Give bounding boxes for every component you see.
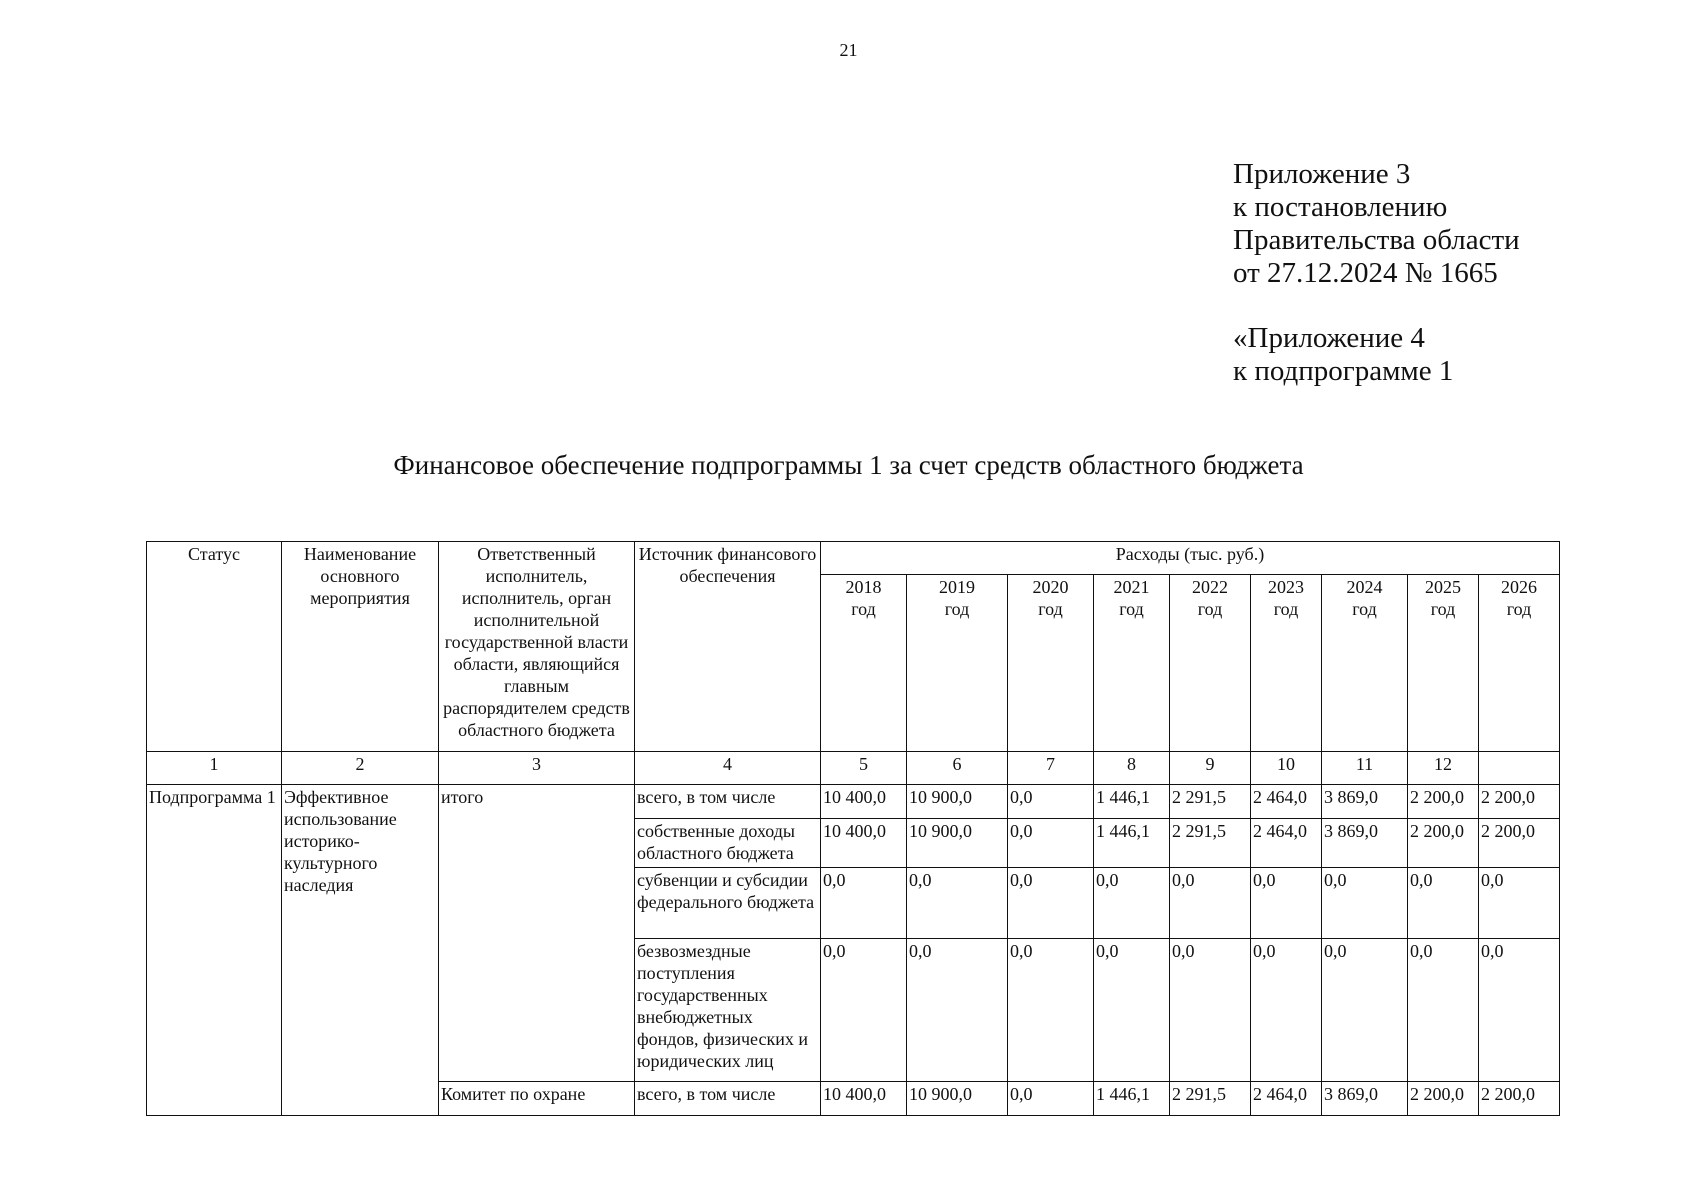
header-year: 2026 год [1479,575,1560,752]
value-cell: 3 869,0 [1322,819,1408,868]
page-number: 21 [839,40,858,60]
value-cell: 2 291,5 [1170,785,1251,819]
column-number-row [147,752,1560,785]
source-cell: собственные доходы областного бюджета [635,819,821,868]
column-number: 4 [635,752,821,785]
column-number [1479,752,1560,785]
source-cell: безвозмездные поступления государственных внебюджетных фондов, физических и юридических лиц [635,939,821,1082]
value-cell: 0,0 [1479,939,1560,1082]
appendix-line: Приложение 3 [1233,158,1411,190]
header-responsible: Ответственный исполнитель, исполнитель, орган исполнительной государственной власти области, являющийся главным распорядителем средств областного бюджета [439,542,635,752]
value-cell: 0,0 [1008,868,1094,939]
header-year: 2024 год [1322,575,1408,752]
value-cell: 2 200,0 [1479,1082,1560,1116]
header-year: 2020 год [1008,575,1094,752]
header-year: 2019 год [907,575,1008,752]
value-cell: 0,0 [1479,868,1560,939]
appendix-line: Правительства области [1233,224,1520,256]
header-name: Наименование основного мероприятия [282,542,439,752]
column-number: 5 [821,752,907,785]
appendix-block [1233,158,1520,388]
financing-table [146,541,1560,1116]
value-cell: 2 200,0 [1479,785,1560,819]
column-number: 2 [282,752,439,785]
value-cell: 0,0 [1008,819,1094,868]
source-cell: субвенции и субсидии федерального бюджета [635,868,821,939]
header-expenses: Расходы (тыс. руб.) [821,542,1560,575]
value-cell: 3 869,0 [1322,1082,1408,1116]
responsible-cell: итого [439,785,635,1082]
value-cell: 0,0 [1251,868,1322,939]
value-cell: 0,0 [1251,939,1322,1082]
header-year: 2018 год [821,575,907,752]
value-cell: 0,0 [821,868,907,939]
value-cell: 10 400,0 [821,819,907,868]
appendix-line: к подпрограмме 1 [1233,355,1454,387]
value-cell: 2 200,0 [1408,819,1479,868]
table-row [147,785,1560,819]
column-number: 10 [1251,752,1322,785]
column-number: 12 [1408,752,1479,785]
appendix-line: к постановлению [1233,191,1448,223]
column-number: 8 [1094,752,1170,785]
appendix-line: от 27.12.2024 № 1665 [1233,257,1498,289]
header-year: 2025 год [1408,575,1479,752]
value-cell: 10 400,0 [821,785,907,819]
source-cell: всего, в том числе [635,1082,821,1116]
value-cell: 10 900,0 [907,1082,1008,1116]
value-cell: 0,0 [821,939,907,1082]
header-row [147,542,1560,575]
column-number: 11 [1322,752,1408,785]
value-cell: 0,0 [907,868,1008,939]
appendix-spacer [1233,290,1520,322]
value-cell: 0,0 [1008,939,1094,1082]
value-cell: 2 464,0 [1251,785,1322,819]
column-number: 9 [1170,752,1251,785]
value-cell: 10 900,0 [907,785,1008,819]
value-cell: 2 200,0 [1479,819,1560,868]
value-cell: 0,0 [1008,785,1094,819]
value-cell: 2 291,5 [1170,1082,1251,1116]
column-number: 1 [147,752,282,785]
value-cell: 1 446,1 [1094,1082,1170,1116]
header-source: Источник финансового обеспечения [635,542,821,752]
value-cell: 0,0 [1322,868,1408,939]
value-cell: 0,0 [1170,939,1251,1082]
value-cell: 0,0 [1008,1082,1094,1116]
source-cell: всего, в том числе [635,785,821,819]
header-year: 2023 год [1251,575,1322,752]
value-cell: 2 464,0 [1251,819,1322,868]
value-cell: 0,0 [1170,868,1251,939]
value-cell: 0,0 [907,939,1008,1082]
value-cell: 0,0 [1094,939,1170,1082]
value-cell: 1 446,1 [1094,819,1170,868]
document-title: Финансовое обеспечение подпрограммы 1 за счет средств областного бюджета [393,450,1304,480]
column-number: 6 [907,752,1008,785]
value-cell: 10 400,0 [821,1082,907,1116]
column-number: 7 [1008,752,1094,785]
value-cell: 2 200,0 [1408,785,1479,819]
header-status: Статус [147,542,282,752]
column-number: 3 [439,752,635,785]
header-year: 2021 год [1094,575,1170,752]
value-cell: 2 200,0 [1408,1082,1479,1116]
value-cell: 2 291,5 [1170,819,1251,868]
header-year: 2022 год [1170,575,1251,752]
value-cell: 0,0 [1322,939,1408,1082]
value-cell: 0,0 [1408,868,1479,939]
value-cell: 3 869,0 [1322,785,1408,819]
value-cell: 0,0 [1094,868,1170,939]
responsible-cell: Комитет по охране [439,1082,635,1116]
value-cell: 1 446,1 [1094,785,1170,819]
value-cell: 10 900,0 [907,819,1008,868]
status-cell: Подпрограмма 1 [147,785,282,1116]
value-cell: 2 464,0 [1251,1082,1322,1116]
measure-name-cell: Эффективное использование историко-культурного наследия [282,785,439,1116]
value-cell: 0,0 [1408,939,1479,1082]
appendix-line: «Приложение 4 [1233,322,1425,354]
